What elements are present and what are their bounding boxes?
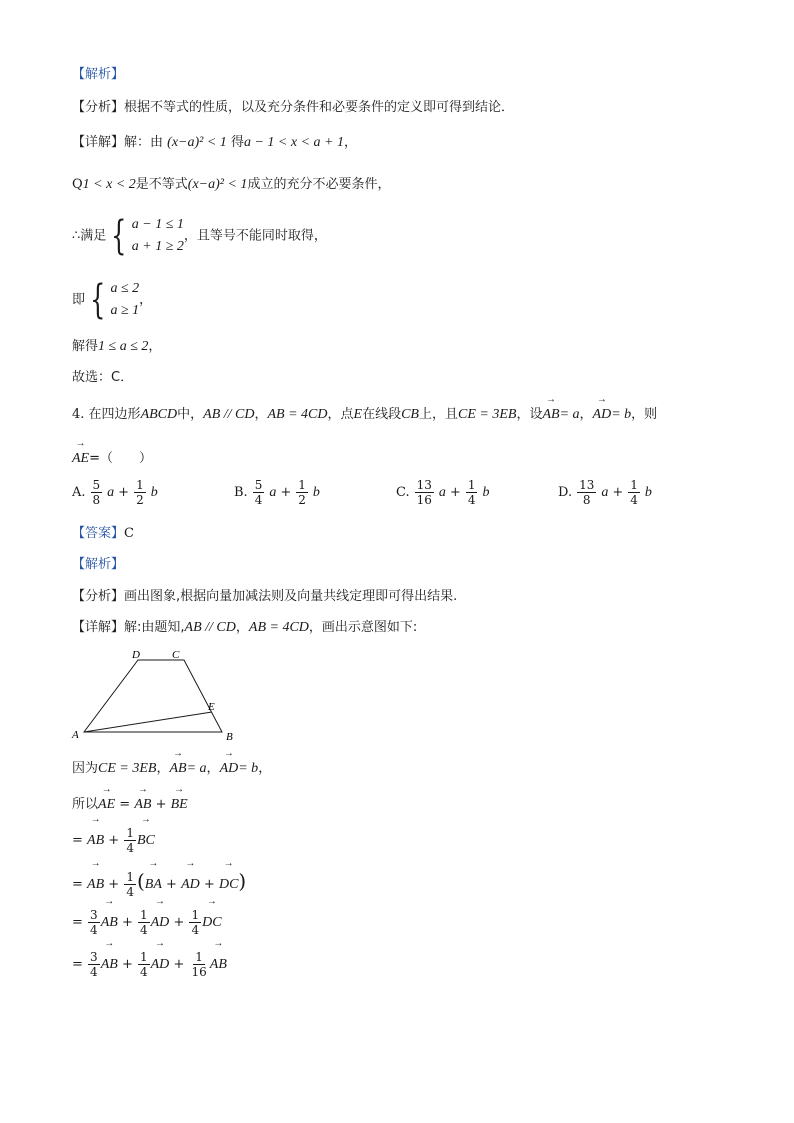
option-d-vec-a: a <box>601 484 609 500</box>
step3-frac1: $\frac{3}{4}$ <box>90 908 98 937</box>
q4-text-d: 在线段 <box>362 407 402 422</box>
q4-analysis-line <box>72 588 457 606</box>
system2-row-1: a ≤ 2 <box>110 281 140 296</box>
option-d-label: D. <box>558 485 573 500</box>
q4-text-c: ，点 <box>327 407 354 422</box>
system2-row-2: a ≥ 1 <box>110 303 140 318</box>
trapezoid-diagram <box>70 646 250 746</box>
q4-text-b: 中， <box>177 407 204 422</box>
q4-detail-tag: 【详解】 <box>72 620 125 635</box>
option-b-frac2: $\frac{1}{2}$ <box>298 478 306 507</box>
suoyi-text: 所以 <box>72 797 99 812</box>
because-tail: ， <box>258 761 272 776</box>
q4-text-g: ，则 <box>631 407 658 422</box>
step2-paren-left: ( <box>136 869 145 893</box>
q4-text-a: 在四边形 <box>88 407 141 422</box>
step4-frac3: $\frac{1}{16}$ <box>191 950 207 979</box>
step2-t1: → AB <box>87 870 104 900</box>
left-brace-2: { <box>90 277 106 323</box>
ji-tail: ， <box>139 292 153 308</box>
q4-detail-c1: AB // CD <box>184 620 236 635</box>
solution-text: 解得 <box>72 339 99 354</box>
step2-t3: → AD <box>181 870 200 900</box>
answer-line: 故选：C． <box>72 370 134 385</box>
step1-eq: = <box>72 833 83 848</box>
q4-vec-ad: → AD <box>593 406 612 424</box>
detail-text-b: 得 <box>230 135 244 150</box>
step4-eq: = <box>72 957 83 972</box>
system1-row-2: a + 1 ≥ 2 <box>131 239 184 254</box>
q4-vec-ab: → AB <box>542 406 559 424</box>
step4-frac2: $\frac{1}{4}$ <box>139 950 148 979</box>
q4-sep2: ， <box>579 407 593 422</box>
label-b: B <box>226 731 233 743</box>
q4-quad: ABCD <box>140 407 178 422</box>
label-e: E <box>208 701 215 713</box>
q4-text-e: 上，且 <box>418 407 458 422</box>
answer-tag: 【答案】 <box>72 526 125 541</box>
because-vec-ad: → AD <box>220 760 239 778</box>
solution-expr: 1 ≤ a ≤ 2 <box>98 339 149 354</box>
q4-analysis-text: 画出图象,根据向量加减法则及向量共线定理即可得出结果. <box>124 589 458 604</box>
q4-cond3: CE = 3EB <box>458 407 517 422</box>
answer-value: C <box>124 526 134 541</box>
q4-jiexi-heading: 【解析】 <box>72 557 125 572</box>
satisfy-tail: ，且等号不能同时取得， <box>183 228 327 244</box>
because-text: 因为 <box>72 761 99 776</box>
q4-detail-c2: AB = 4CD <box>248 620 309 635</box>
step0-t2: → BE <box>171 796 188 814</box>
step1-t1: → AB <box>87 826 104 856</box>
q4-point-e: E <box>353 407 363 422</box>
q4-vec-ae: → AE <box>72 450 89 468</box>
option-a[interactable]: A. $\frac{5}{8}$ a + $\frac{1}{2}$ b <box>72 478 158 507</box>
q4-analysis-tag: 【分析】 <box>72 589 125 604</box>
satisfy-text: 满足 <box>80 228 107 244</box>
step4-frac1: $\frac{3}{4}$ <box>90 950 98 979</box>
option-a-vec-b: b <box>150 484 158 500</box>
option-d-vec-b: b <box>644 484 652 500</box>
answer-row <box>72 525 134 543</box>
jiexi-heading: 【解析】 <box>72 67 125 82</box>
range-expr: a − 1 < x < a + 1 <box>243 135 344 150</box>
label-d: D <box>132 649 140 661</box>
option-c-frac1: $\frac{13}{16}$ <box>416 478 432 507</box>
therefore-symbol: ∴ <box>72 228 81 244</box>
label-a: A <box>72 729 79 741</box>
option-b-vec-b: b <box>312 484 320 500</box>
because-sep: ， <box>156 761 170 776</box>
step3-t3: → DC <box>202 908 221 938</box>
q4-detail-tail: ，画出示意图如下: <box>308 620 418 635</box>
question-4-stem <box>72 406 657 424</box>
step4-t3: → AB <box>210 950 227 980</box>
q4-cond2: AB = 4CD <box>267 407 328 422</box>
step0-lhs: → AE <box>98 796 115 814</box>
step3-plus2: + <box>173 915 185 930</box>
option-b-frac1: $\frac{5}{4}$ <box>254 478 263 507</box>
step2-t4: → DC <box>219 870 238 900</box>
analysis-tag: 【分析】 <box>72 100 125 115</box>
detail-text: 解：由 <box>124 135 164 150</box>
because-line <box>72 760 271 778</box>
q4-segment-cb: CB <box>401 407 419 422</box>
q4-detail-line <box>72 619 417 637</box>
system1-line <box>72 214 327 259</box>
step-1 <box>72 826 155 856</box>
interval-expr: 1 < x < 2 <box>82 177 136 192</box>
step3-eq: = <box>72 915 83 930</box>
q4-text-f: ，设 <box>516 407 543 422</box>
step-0 <box>72 796 188 814</box>
step-4 <box>72 950 227 980</box>
because-cond: CE = 3EB <box>98 761 157 776</box>
step3-t1: → AB <box>101 908 118 938</box>
q4-detail-sep: ， <box>235 620 249 635</box>
because-eq-b: = b <box>238 761 259 776</box>
because-sep-2: ， <box>206 761 220 776</box>
step2-frac: $\frac{1}{4}$ <box>126 870 134 899</box>
option-c-vec-a: a <box>438 484 446 500</box>
option-b[interactable]: B. $\frac{5}{4}$ a + $\frac{1}{2}$ b <box>234 478 320 507</box>
solution-line <box>72 338 161 356</box>
q4-cond1: AB // CD <box>203 407 255 422</box>
step3-frac3: $\frac{1}{4}$ <box>191 908 200 937</box>
system1-row-1: a − 1 ≤ 1 <box>131 217 184 232</box>
step3-plus: + <box>121 915 133 930</box>
step2-plus: + <box>108 877 120 892</box>
option-a-frac1: $\frac{5}{8}$ <box>92 478 101 507</box>
option-c-label: C. <box>396 485 410 500</box>
analysis-line <box>72 99 514 117</box>
step4-t2: → AD <box>151 950 170 980</box>
detail-end: ， <box>343 135 357 150</box>
detail-line <box>72 134 357 152</box>
step1-frac: $\frac{1}{4}$ <box>126 826 134 855</box>
condition-text-a: 是不等式 <box>135 177 188 192</box>
question-number: 4. <box>72 407 85 422</box>
because-eq-a: = a <box>186 761 207 776</box>
q4-eq-b: = b <box>611 407 632 422</box>
option-b-vec-a: a <box>269 484 277 500</box>
step0-t1: → AB <box>134 796 151 814</box>
option-a-label: A. <box>72 485 86 500</box>
solution-tail: ， <box>148 339 162 354</box>
step2-plus2: + <box>166 877 177 892</box>
label-c: C <box>172 649 180 661</box>
segment-ae <box>84 712 212 732</box>
step-2 <box>72 866 246 900</box>
option-c-vec-b: b <box>482 484 490 500</box>
inequality-system-1 <box>132 214 184 258</box>
condition-line <box>72 176 390 194</box>
left-brace: { <box>111 213 127 259</box>
because-vec-ab: → AB <box>169 760 186 778</box>
step4-t1: → AB <box>101 950 118 980</box>
inequality-expr-2: (x−a)² < 1 <box>187 177 248 192</box>
option-c[interactable]: C. $\frac{13}{16}$ a + $\frac{1}{4}$ b <box>396 478 490 507</box>
step0-plus: + <box>155 797 167 812</box>
system2-line <box>72 278 152 323</box>
q4-sep1: ， <box>254 407 268 422</box>
ji-text: 即 <box>72 292 86 308</box>
detail-tag: 【详解】 <box>72 135 125 150</box>
step1-t2: → BC <box>137 826 155 856</box>
condition-text-b: 成立的充分不必要条件， <box>247 177 391 192</box>
q4-blank: =（ ） <box>89 451 153 466</box>
option-b-label: B. <box>234 485 248 500</box>
step2-plus3: + <box>203 877 215 892</box>
step2-t2: → BA <box>145 870 162 900</box>
q-symbol: Q <box>72 177 83 192</box>
step2-eq: = <box>72 877 83 892</box>
question-4-stem-cont <box>72 450 152 468</box>
option-d-frac2: $\frac{1}{4}$ <box>630 478 638 507</box>
option-a-vec-a: a <box>107 484 115 500</box>
inequality-system-2 <box>110 278 139 322</box>
option-a-frac2: $\frac{1}{2}$ <box>136 478 144 507</box>
inequality-expr: (x−a)² < 1 <box>167 135 227 150</box>
analysis-text: 根据不等式的性质，以及充分条件和必要条件的定义即可得到结论． <box>124 100 515 115</box>
option-d[interactable]: D. $\frac{13}{8}$ a + $\frac{1}{4}$ b <box>558 478 652 507</box>
step2-paren-right: ) <box>238 869 247 893</box>
option-d-frac1: $\frac{13}{8}$ <box>579 478 595 507</box>
step4-plus: + <box>121 957 133 972</box>
q4-eq-a: = a <box>559 407 580 422</box>
step3-frac2: $\frac{1}{4}$ <box>139 908 148 937</box>
step1-plus: + <box>108 833 120 848</box>
step4-plus2: + <box>173 957 185 972</box>
step0-eq: = <box>119 797 131 812</box>
option-c-frac2: $\frac{1}{4}$ <box>467 478 476 507</box>
step3-t2: → AD <box>151 908 170 938</box>
step-3 <box>72 908 222 938</box>
q4-detail-text: 解:由题知, <box>124 620 185 635</box>
